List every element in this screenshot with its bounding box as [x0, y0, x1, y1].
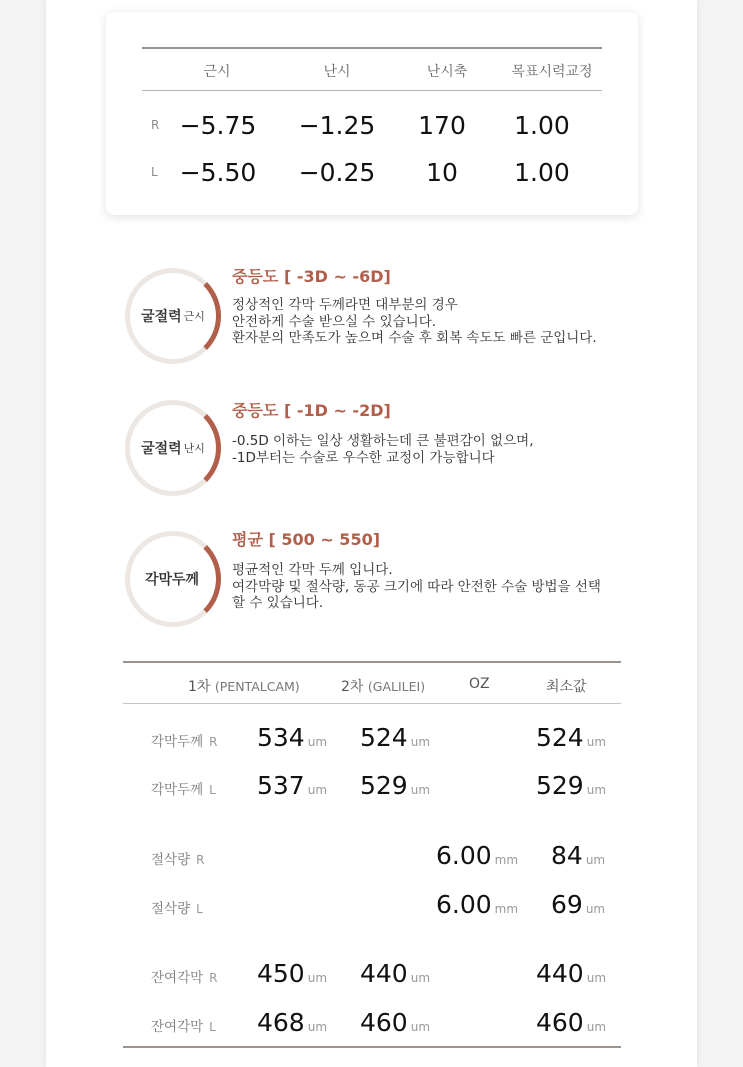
header-astigmatism: 난시: [323, 64, 351, 80]
unit: um: [410, 735, 431, 749]
table-rule: [123, 1046, 621, 1048]
ring-label: 굴절력: [141, 441, 182, 457]
row-eye: L: [209, 1020, 216, 1034]
number: 537: [257, 771, 305, 800]
page-panel: [46, 0, 697, 1067]
row-label: [151, 1015, 216, 1035]
value-min: [551, 890, 605, 919]
unit: um: [410, 971, 431, 985]
table-rule: [142, 47, 602, 49]
section-title-astigmatism: 중등도 [ -1D ~ -2D]: [232, 401, 391, 420]
header-minimum: 최소값: [546, 679, 587, 695]
ring-label: 굴절력: [141, 309, 182, 325]
eye-label-r: R: [151, 118, 160, 132]
value-v2: [360, 723, 430, 752]
number: 6.00: [436, 890, 492, 919]
value-v2: [360, 1008, 430, 1037]
number: 524: [536, 723, 584, 752]
number: 534: [257, 723, 305, 752]
unit: um: [307, 783, 328, 797]
ring-label: 각막두께: [144, 572, 200, 588]
value-axis-r: 170: [418, 111, 466, 140]
header-oz: OZ: [469, 676, 490, 692]
unit: um: [586, 783, 607, 797]
value-v1: [257, 959, 327, 988]
row-label: [151, 848, 204, 868]
value-myopia-l: −5.50: [179, 158, 257, 187]
section-title-cornea: 평균 [ 500 ~ 550]: [232, 530, 381, 549]
number: 6.00: [436, 841, 492, 870]
header-sub: (PENTALCAM): [214, 679, 300, 694]
unit: um: [586, 735, 607, 749]
row-eye: R: [196, 853, 205, 867]
ring-badge-myopia: [125, 268, 221, 364]
table-rule: [142, 90, 602, 91]
row-eye: L: [196, 902, 203, 916]
row-eye: R: [209, 735, 218, 749]
number: 524: [360, 723, 408, 752]
section-text-cornea: [232, 562, 601, 612]
row-name: 잔여각막: [151, 1019, 204, 1035]
number: 440: [536, 959, 584, 988]
value-min: [536, 1008, 606, 1037]
value-v1: [257, 771, 327, 800]
unit: um: [585, 853, 606, 867]
table-rule: [123, 661, 621, 663]
text-line: 정상적인 각막 두께라면 대부분의 경우: [232, 297, 458, 313]
ring-sublabel: 난시: [183, 442, 205, 455]
value-v2: [360, 771, 430, 800]
row-eye: R: [209, 971, 218, 985]
value-target-l: 1.00: [514, 158, 570, 187]
value-v1: [257, 1008, 327, 1037]
text-line: 할 수 있습니다.: [232, 595, 324, 611]
unit: um: [410, 1020, 431, 1034]
header-first-measure: [188, 676, 300, 696]
number: 529: [360, 771, 408, 800]
row-eye: L: [209, 783, 216, 797]
text-line: 안전하게 수술 받으실 수 있습니다.: [232, 313, 437, 330]
section-text-myopia: [232, 297, 597, 347]
header-sub: (GALILEI): [367, 679, 426, 694]
row-label: [151, 778, 216, 798]
value-myopia-r: −5.75: [179, 111, 257, 140]
value-v1: [257, 723, 327, 752]
value-oz: [436, 890, 518, 919]
unit: um: [586, 971, 607, 985]
row-label: [151, 897, 203, 917]
unit: mm: [494, 902, 519, 916]
header-main: 1차: [188, 679, 211, 695]
text-line: -0.5D 이하는 일상 생활하는데 큰 불편감이 없으며,: [232, 433, 534, 449]
value-astig-r: −1.25: [298, 111, 376, 140]
header-second-measure: [341, 676, 425, 696]
value-min: [536, 771, 606, 800]
row-label: [151, 966, 218, 986]
row-name: 절삭량: [151, 852, 191, 868]
table-rule: [123, 703, 621, 704]
number: 468: [257, 1008, 305, 1037]
value-axis-l: 10: [426, 158, 458, 187]
refraction-card: [106, 12, 638, 215]
text-line: 평균적인 각막 두께 입니다.: [232, 562, 393, 578]
number: 450: [257, 959, 305, 988]
value-v2: [360, 959, 430, 988]
unit: um: [307, 971, 328, 985]
ring-sublabel: 근시: [183, 310, 205, 323]
row-label: [151, 730, 218, 750]
unit: um: [585, 902, 606, 916]
eye-label-l: L: [151, 165, 158, 179]
row-name: 잔여각막: [151, 970, 204, 986]
text-line: -1D부터는 수술로 우수한 교정이 가능합니다: [232, 449, 495, 466]
unit: um: [307, 1020, 328, 1034]
value-oz: [436, 841, 518, 870]
header-axis: 난시축: [426, 64, 468, 80]
header-myopia: 근시: [203, 64, 231, 80]
value-min: [536, 959, 606, 988]
text-line: 여각막량 및 절삭량, 동공 크기에 따라 안전한 수술 방법을 선택: [232, 578, 601, 595]
section-title-myopia: 중등도 [ -3D ~ -6D]: [232, 267, 391, 286]
value-astig-l: −0.25: [298, 158, 376, 187]
number: 529: [536, 771, 584, 800]
header-target-vision: 목표시력교정: [511, 64, 593, 80]
row-name: 각막두께: [151, 734, 204, 750]
row-name: 각막두께: [151, 782, 204, 798]
number: 84: [551, 841, 583, 870]
value-min: [536, 723, 606, 752]
ring-badge-cornea: [125, 531, 221, 627]
section-text-astigmatism: [232, 433, 534, 466]
unit: um: [307, 735, 328, 749]
unit: mm: [494, 853, 519, 867]
number: 440: [360, 959, 408, 988]
ring-badge-astigmatism: [125, 400, 221, 496]
header-main: 2차: [341, 679, 364, 695]
text-line: 환자분의 만족도가 높으며 수술 후 회복 속도도 빠른 군입니다.: [232, 330, 597, 346]
number: 460: [536, 1008, 584, 1037]
unit: um: [410, 783, 431, 797]
number: 69: [551, 890, 583, 919]
number: 460: [360, 1008, 408, 1037]
value-min: [551, 841, 605, 870]
unit: um: [586, 1020, 607, 1034]
value-target-r: 1.00: [514, 111, 570, 140]
row-name: 절삭량: [151, 901, 191, 917]
